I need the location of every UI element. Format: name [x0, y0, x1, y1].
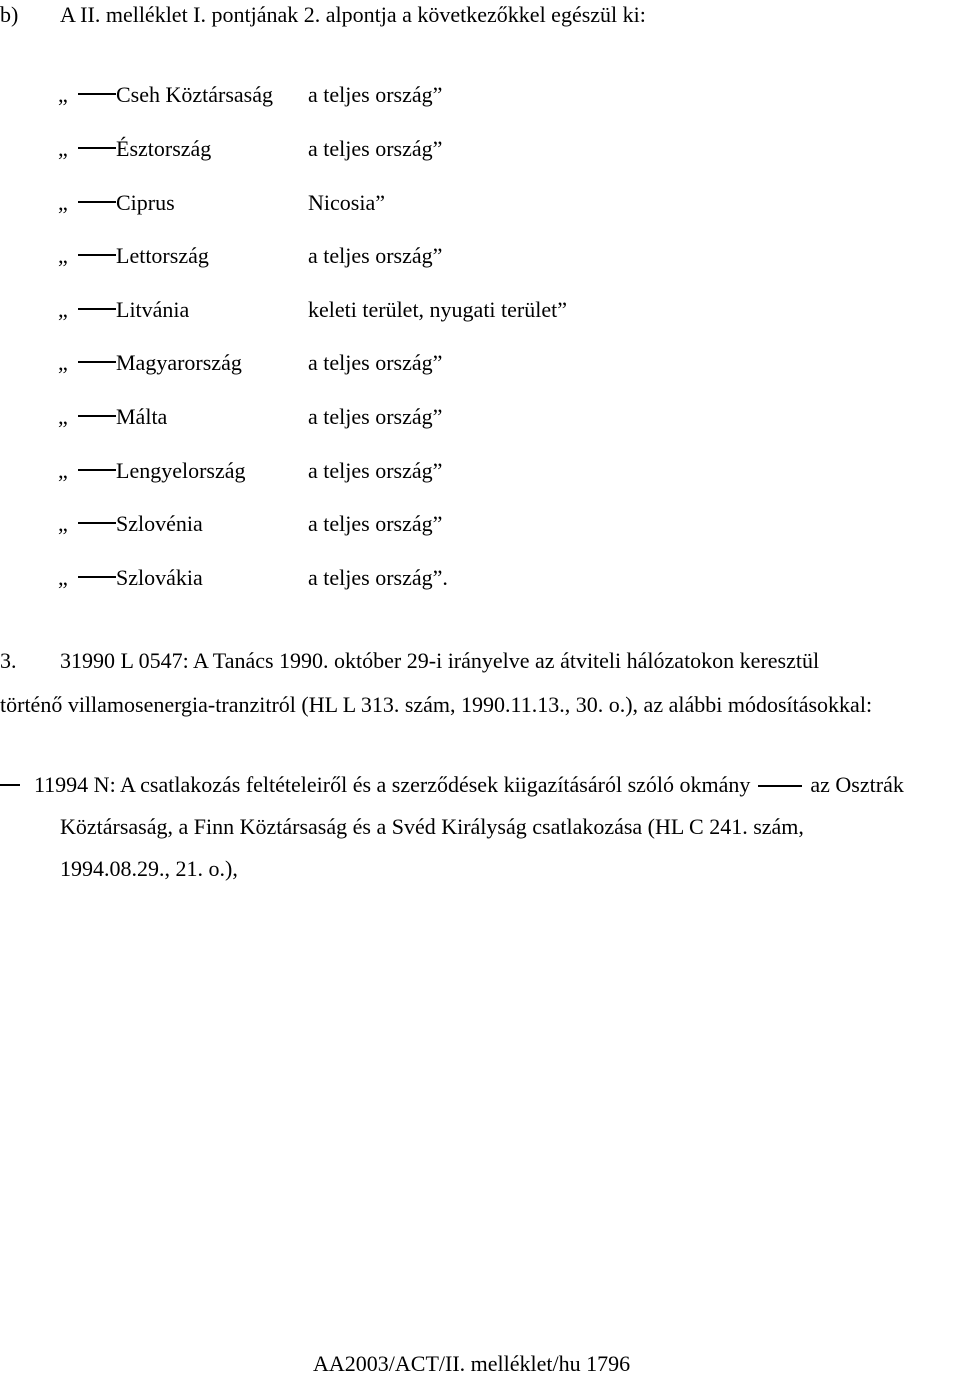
open-quote: „	[58, 297, 68, 322]
section-heading-line-1: 31990 L 0547: A Tanács 1990. október 29-i irányelve az átviteli hálózatokon keresztül	[60, 648, 820, 673]
dash-icon	[78, 415, 116, 417]
country-name: Málta	[116, 404, 168, 429]
open-quote: „	[58, 243, 68, 268]
open-quote: „	[58, 565, 68, 590]
country-name: Litvánia	[116, 297, 190, 322]
open-quote: „	[58, 350, 68, 375]
region-name: keleti terület, nyugati terület”	[308, 297, 568, 322]
region-name: a teljes ország”	[308, 82, 443, 107]
item-marker-b: b)	[0, 2, 19, 27]
open-quote: „	[58, 511, 68, 536]
country-name: Észtország	[116, 136, 212, 161]
dash-icon	[78, 93, 116, 95]
country-name: Magyarország	[116, 350, 242, 375]
region-name: a teljes ország”	[308, 404, 443, 429]
section-number: 3.	[0, 648, 17, 673]
country-name: Szlovákia	[116, 565, 203, 590]
amendment-line-2: Köztársaság, a Finn Köztársaság és a Svéd Királyság csatlakozása (HL C 241. szám,	[60, 814, 804, 839]
em-dash-icon	[758, 785, 802, 787]
open-quote: „	[58, 404, 68, 429]
dash-icon	[78, 254, 116, 256]
dash-icon	[78, 522, 116, 524]
intro-text: A II. melléklet I. pontjának 2. alpontja a következőkkel egészül ki:	[60, 2, 646, 27]
country-name: Lettország	[116, 243, 209, 268]
amendment-line-3: 1994.08.29., 21. o.),	[60, 856, 238, 881]
region-name: a teljes ország”	[308, 511, 443, 536]
open-quote: „	[58, 458, 68, 483]
dash-icon	[78, 361, 116, 363]
dash-icon	[78, 147, 116, 149]
region-name: a teljes ország”.	[308, 565, 448, 590]
region-name: a teljes ország”	[308, 243, 443, 268]
region-name: a teljes ország”	[308, 136, 443, 161]
country-name: Szlovénia	[116, 511, 203, 536]
dash-icon	[78, 201, 116, 203]
dash-icon	[78, 308, 116, 310]
open-quote: „	[58, 136, 68, 161]
dash-icon	[78, 576, 116, 578]
region-name: a teljes ország”	[308, 350, 443, 375]
list-dash-icon	[0, 784, 20, 786]
region-name: Nicosia”	[308, 190, 385, 215]
page-footer-reference: AA2003/ACT/II. melléklet/hu 1796	[313, 1351, 631, 1376]
amendment-text-a: 11994 N: A csatlakozás feltételeiről és a szerződések kiigazításáról szóló okmány	[34, 772, 751, 797]
region-name: a teljes ország”	[308, 458, 443, 483]
country-name: Lengyelország	[116, 458, 246, 483]
amendment-text-b: az Osztrák	[810, 772, 904, 797]
open-quote: „	[58, 190, 68, 215]
country-name: Ciprus	[116, 190, 175, 215]
dash-icon	[78, 469, 116, 471]
country-name: Cseh Köztársaság	[116, 82, 274, 107]
amendment-line-1	[34, 774, 958, 796]
open-quote: „	[58, 82, 68, 107]
section-heading-line-2: történő villamosenergia-tranzitról (HL L 313. szám, 1990.11.13., 30. o.), az alábbi módosításokkal:	[0, 692, 873, 717]
